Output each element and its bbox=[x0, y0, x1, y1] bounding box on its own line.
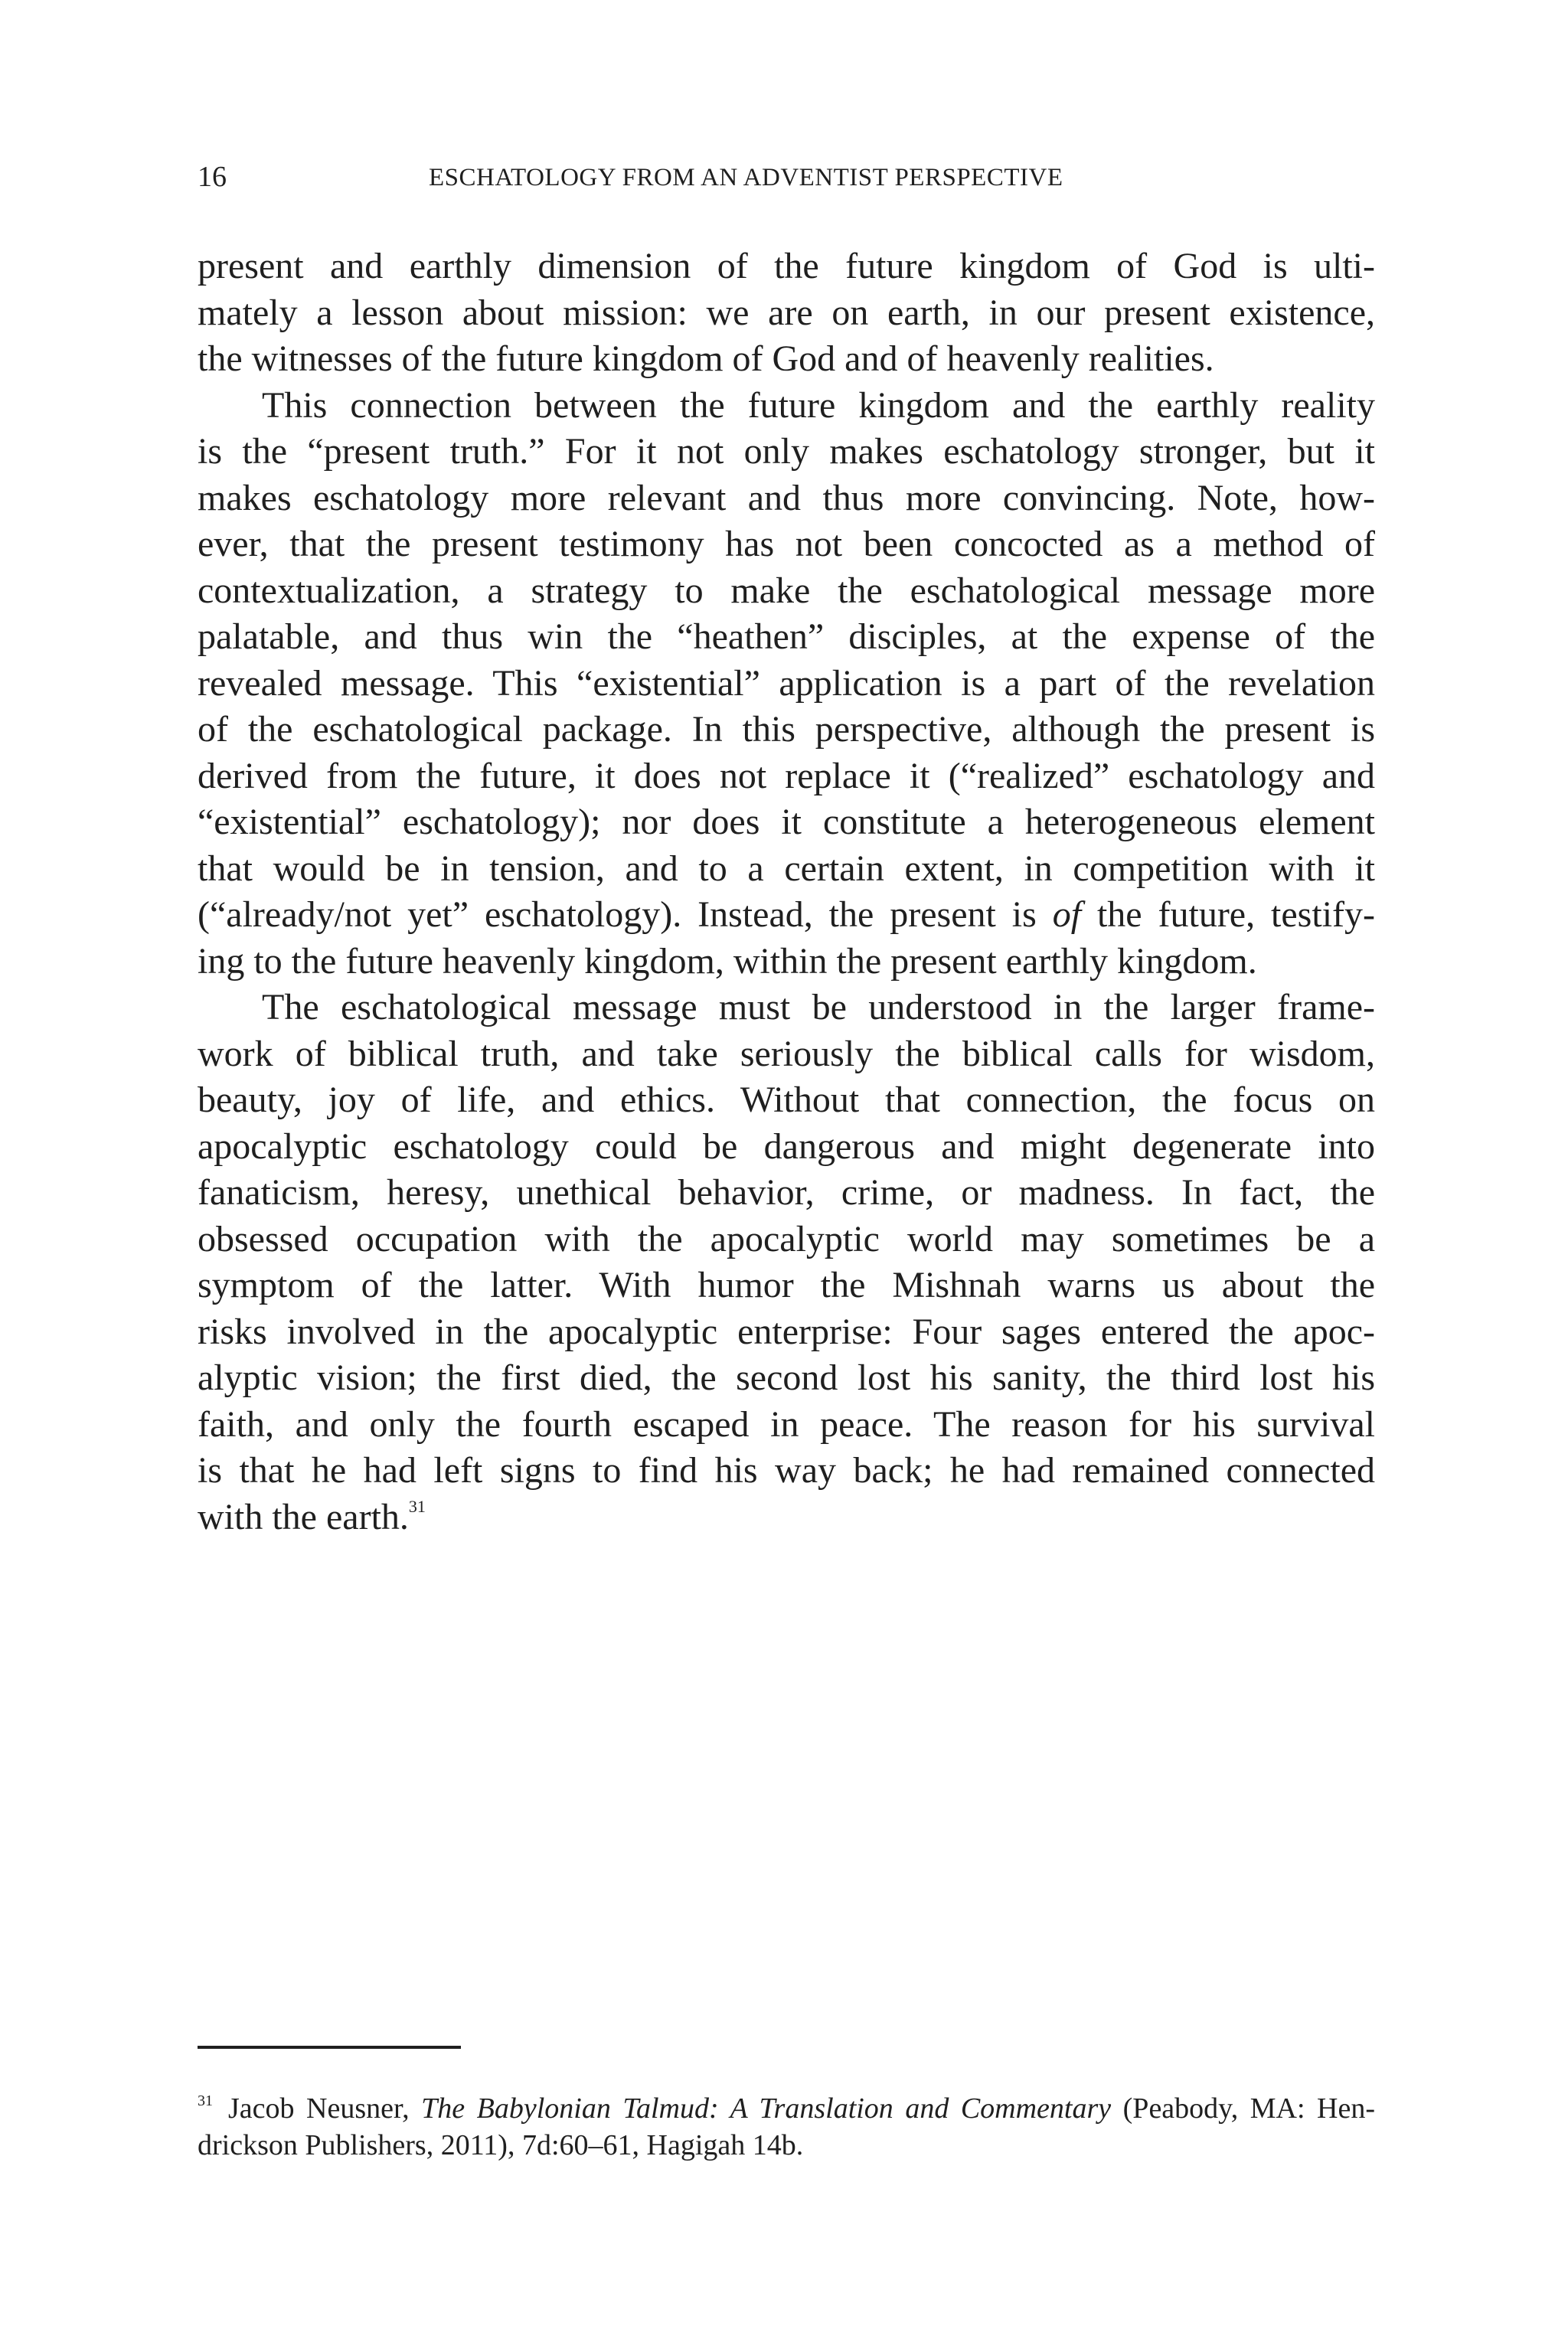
text-line: “existential” eschatology); nor does it constitute a heterogeneous element bbox=[198, 802, 1375, 842]
text-line: fanaticism, heresy, unethical behavior, crime, or madness. In fact, the bbox=[198, 1172, 1375, 1213]
paragraph-1 bbox=[198, 243, 1375, 383]
footnote-reference[interactable]: 31 bbox=[408, 1496, 426, 1516]
text-line: makes eschatology more relevant and thus more convincing. Note, how- bbox=[198, 477, 1375, 518]
text-line: This connection between the future kingdom and the earthly reality bbox=[262, 384, 1375, 426]
text-line: the witnesses of the future kingdom of God and of heavenly realities. bbox=[198, 338, 1214, 379]
text-line: The eschatological message must be understood in the larger frame- bbox=[262, 987, 1375, 1027]
text-line: work of biblical truth, and take seriously the biblical calls for wisdom, bbox=[198, 1033, 1375, 1074]
footnote-divider bbox=[198, 2046, 461, 2049]
text-line: risks involved in the apocalyptic enterprise: Four sages entered the apoc- bbox=[198, 1311, 1375, 1352]
footnote-line bbox=[198, 2090, 1375, 2127]
text-line: beauty, joy of life, and ethics. Without that connection, the focus on bbox=[198, 1080, 1375, 1120]
text-line: of the eschatological package. In this perspective, although the present is bbox=[198, 709, 1375, 750]
page-number: 16 bbox=[198, 161, 227, 193]
text-line bbox=[198, 892, 1375, 939]
text-line: is that he had left signs to find his way back; he had remained connected bbox=[198, 1450, 1375, 1491]
footnote-publication: (Peabody, MA: Hen- bbox=[1111, 2092, 1375, 2125]
body-text bbox=[198, 243, 1375, 1540]
text-line: symptom of the latter. With humor the Mishnah warns us about the bbox=[198, 1265, 1375, 1305]
footnote bbox=[198, 2090, 1375, 2164]
paragraph-2 bbox=[198, 383, 1375, 985]
text-segment: the future, testify- bbox=[1081, 894, 1375, 935]
text-line: faith, and only the fourth escaped in peace. The reason for his survival bbox=[198, 1403, 1375, 1445]
text-line: alyptic vision; the first died, the second lost his sanity, the third lost his bbox=[198, 1357, 1375, 1398]
footnote-line: drickson Publishers, 2011), 7d:60–61, Hagigah 14b. bbox=[198, 2129, 804, 2161]
text-line: revealed message. This “existential” application is a part of the revelation bbox=[198, 662, 1375, 704]
text-line: palatable, and thus win the “heathen” disciples, at the expense of the bbox=[198, 616, 1375, 657]
text-line: apocalyptic eschatology could be dangerous and might degenerate into bbox=[198, 1125, 1375, 1167]
text-line: that would be in tension, and to a certain extent, in competition with it bbox=[198, 848, 1375, 889]
footnote-marker: 31 bbox=[198, 2092, 213, 2109]
text-line: mately a lesson about mission: we are on earth, in our present existence, bbox=[198, 292, 1375, 333]
text-line: present and earthly dimension of the future kingdom of God is ulti- bbox=[198, 246, 1375, 286]
text-line: ing to the future heavenly kingdom, within the present earthly kingdom. bbox=[198, 940, 1257, 982]
footnote-title: The Babylonian Talmud: A Translation and Commentary bbox=[421, 2092, 1112, 2125]
text-line: contextualization, a strategy to make the eschatological message more bbox=[198, 570, 1375, 611]
text-line: ever, that the present testimony has not been concocted as a method of bbox=[198, 524, 1375, 564]
paragraph-3 bbox=[198, 985, 1375, 1540]
text-line: is the “present truth.” For it not only makes eschatology stronger, but it bbox=[198, 431, 1375, 472]
text-line bbox=[198, 1494, 1375, 1541]
text-segment: (“already/not yet” eschatology). Instead, the present is bbox=[198, 894, 1053, 935]
text-line: obsessed occupation with the apocalyptic world may sometimes be a bbox=[198, 1218, 1375, 1259]
text-segment: with the earth. bbox=[198, 1496, 409, 1537]
text-line: derived from the future, it does not replace it (“realized” eschatology and bbox=[198, 755, 1375, 796]
italic-word: of bbox=[1052, 894, 1082, 935]
running-head: ESCHATOLOGY FROM AN ADVENTIST PERSPECTIVE bbox=[429, 164, 1063, 191]
footnote-author: Jacob Neusner, bbox=[228, 2092, 422, 2125]
